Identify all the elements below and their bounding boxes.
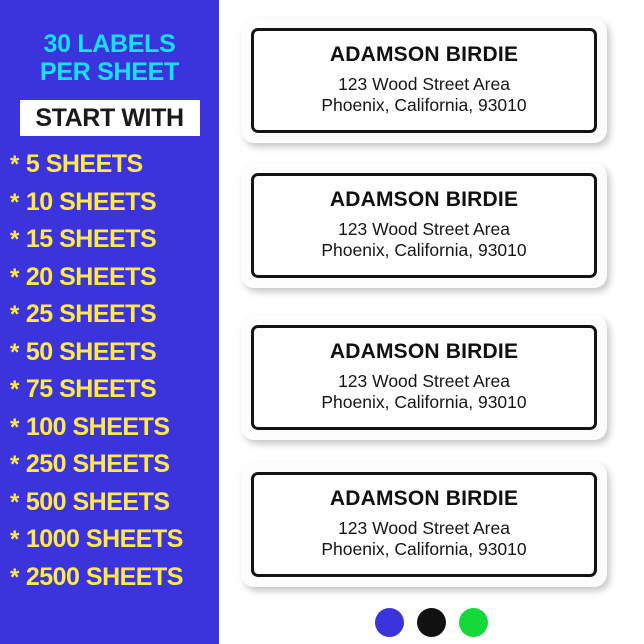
list-item[interactable] (10, 521, 219, 559)
bullet-asterisk-icon: * (10, 413, 19, 441)
label-address-line-1: 123 Wood Street Area (338, 371, 510, 391)
label-address-line-2: Phoenix, California, 93010 (321, 95, 527, 115)
bullet-asterisk-icon: * (10, 226, 19, 253)
list-item-label: 20 SHEETS (25, 262, 157, 291)
bullet-asterisk-icon: * (10, 263, 19, 291)
bullet-asterisk-icon: * (10, 338, 19, 366)
start-with-banner (20, 100, 200, 136)
bullet-asterisk-icon: * (10, 188, 19, 216)
address-label-card (241, 315, 607, 440)
label-recipient-name: ADAMSON BIRDIE (329, 340, 519, 363)
label-recipient-name: ADAMSON BIRDIE (329, 188, 519, 211)
list-item[interactable] (10, 484, 219, 522)
list-item-label: 10 SHEETS (25, 187, 157, 216)
list-item[interactable] (10, 146, 219, 184)
label-preview-area (219, 0, 644, 644)
quantity-options-panel (0, 0, 219, 644)
label-address-line-1: 123 Wood Street Area (338, 74, 510, 94)
list-item[interactable] (10, 559, 219, 597)
label-address-line-2: Phoenix, California, 93010 (321, 539, 527, 559)
bullet-asterisk-icon: * (10, 301, 19, 328)
headline-line-1: 30 LABELS (43, 30, 176, 58)
headline-line-2: PER SHEET (40, 58, 179, 86)
list-item-label: 15 SHEETS (25, 225, 157, 253)
bullet-asterisk-icon: * (10, 563, 19, 591)
panel-headline (0, 0, 219, 86)
list-item[interactable] (10, 371, 219, 409)
list-item[interactable] (10, 296, 219, 334)
bullet-asterisk-icon: * (10, 488, 19, 516)
list-item-label: 100 SHEETS (25, 412, 170, 441)
label-border (251, 173, 597, 278)
list-item-label: 1000 SHEETS (25, 525, 183, 553)
list-item[interactable] (10, 409, 219, 447)
label-border (251, 472, 597, 577)
list-item-label: 500 SHEETS (25, 487, 170, 516)
green-swatch[interactable] (459, 608, 488, 637)
address-label-card (241, 18, 607, 143)
color-swatch-row (219, 600, 644, 644)
list-item[interactable] (10, 221, 219, 259)
bullet-asterisk-icon: * (10, 451, 19, 478)
label-recipient-name: ADAMSON BIRDIE (329, 487, 519, 510)
list-item-label: 25 SHEETS (25, 300, 157, 328)
sheet-quantity-list (10, 146, 219, 596)
bullet-asterisk-icon: * (10, 526, 19, 553)
label-address-line-1: 123 Wood Street Area (338, 219, 510, 239)
label-address-line-1: 123 Wood Street Area (338, 518, 510, 538)
address-label-card (241, 163, 607, 288)
bullet-asterisk-icon: * (10, 376, 19, 403)
blue-swatch[interactable] (375, 608, 404, 637)
black-swatch[interactable] (417, 608, 446, 637)
list-item[interactable] (10, 259, 219, 297)
bullet-asterisk-icon: * (10, 151, 19, 178)
label-border (251, 28, 597, 133)
list-item-label: 5 SHEETS (25, 150, 143, 178)
label-address-line-2: Phoenix, California, 93010 (321, 240, 527, 260)
list-item-label: 75 SHEETS (25, 375, 157, 403)
list-item-label: 50 SHEETS (25, 337, 157, 366)
address-label-card (241, 462, 607, 587)
list-item[interactable] (10, 446, 219, 484)
label-recipient-name: ADAMSON BIRDIE (329, 43, 519, 66)
label-border (251, 325, 597, 430)
list-item[interactable] (10, 184, 219, 222)
label-address-line-2: Phoenix, California, 93010 (321, 392, 527, 412)
list-item[interactable] (10, 334, 219, 372)
list-item-label: 250 SHEETS (25, 450, 170, 478)
start-with-label: START WITH (35, 103, 184, 132)
list-item-label: 2500 SHEETS (25, 562, 183, 591)
